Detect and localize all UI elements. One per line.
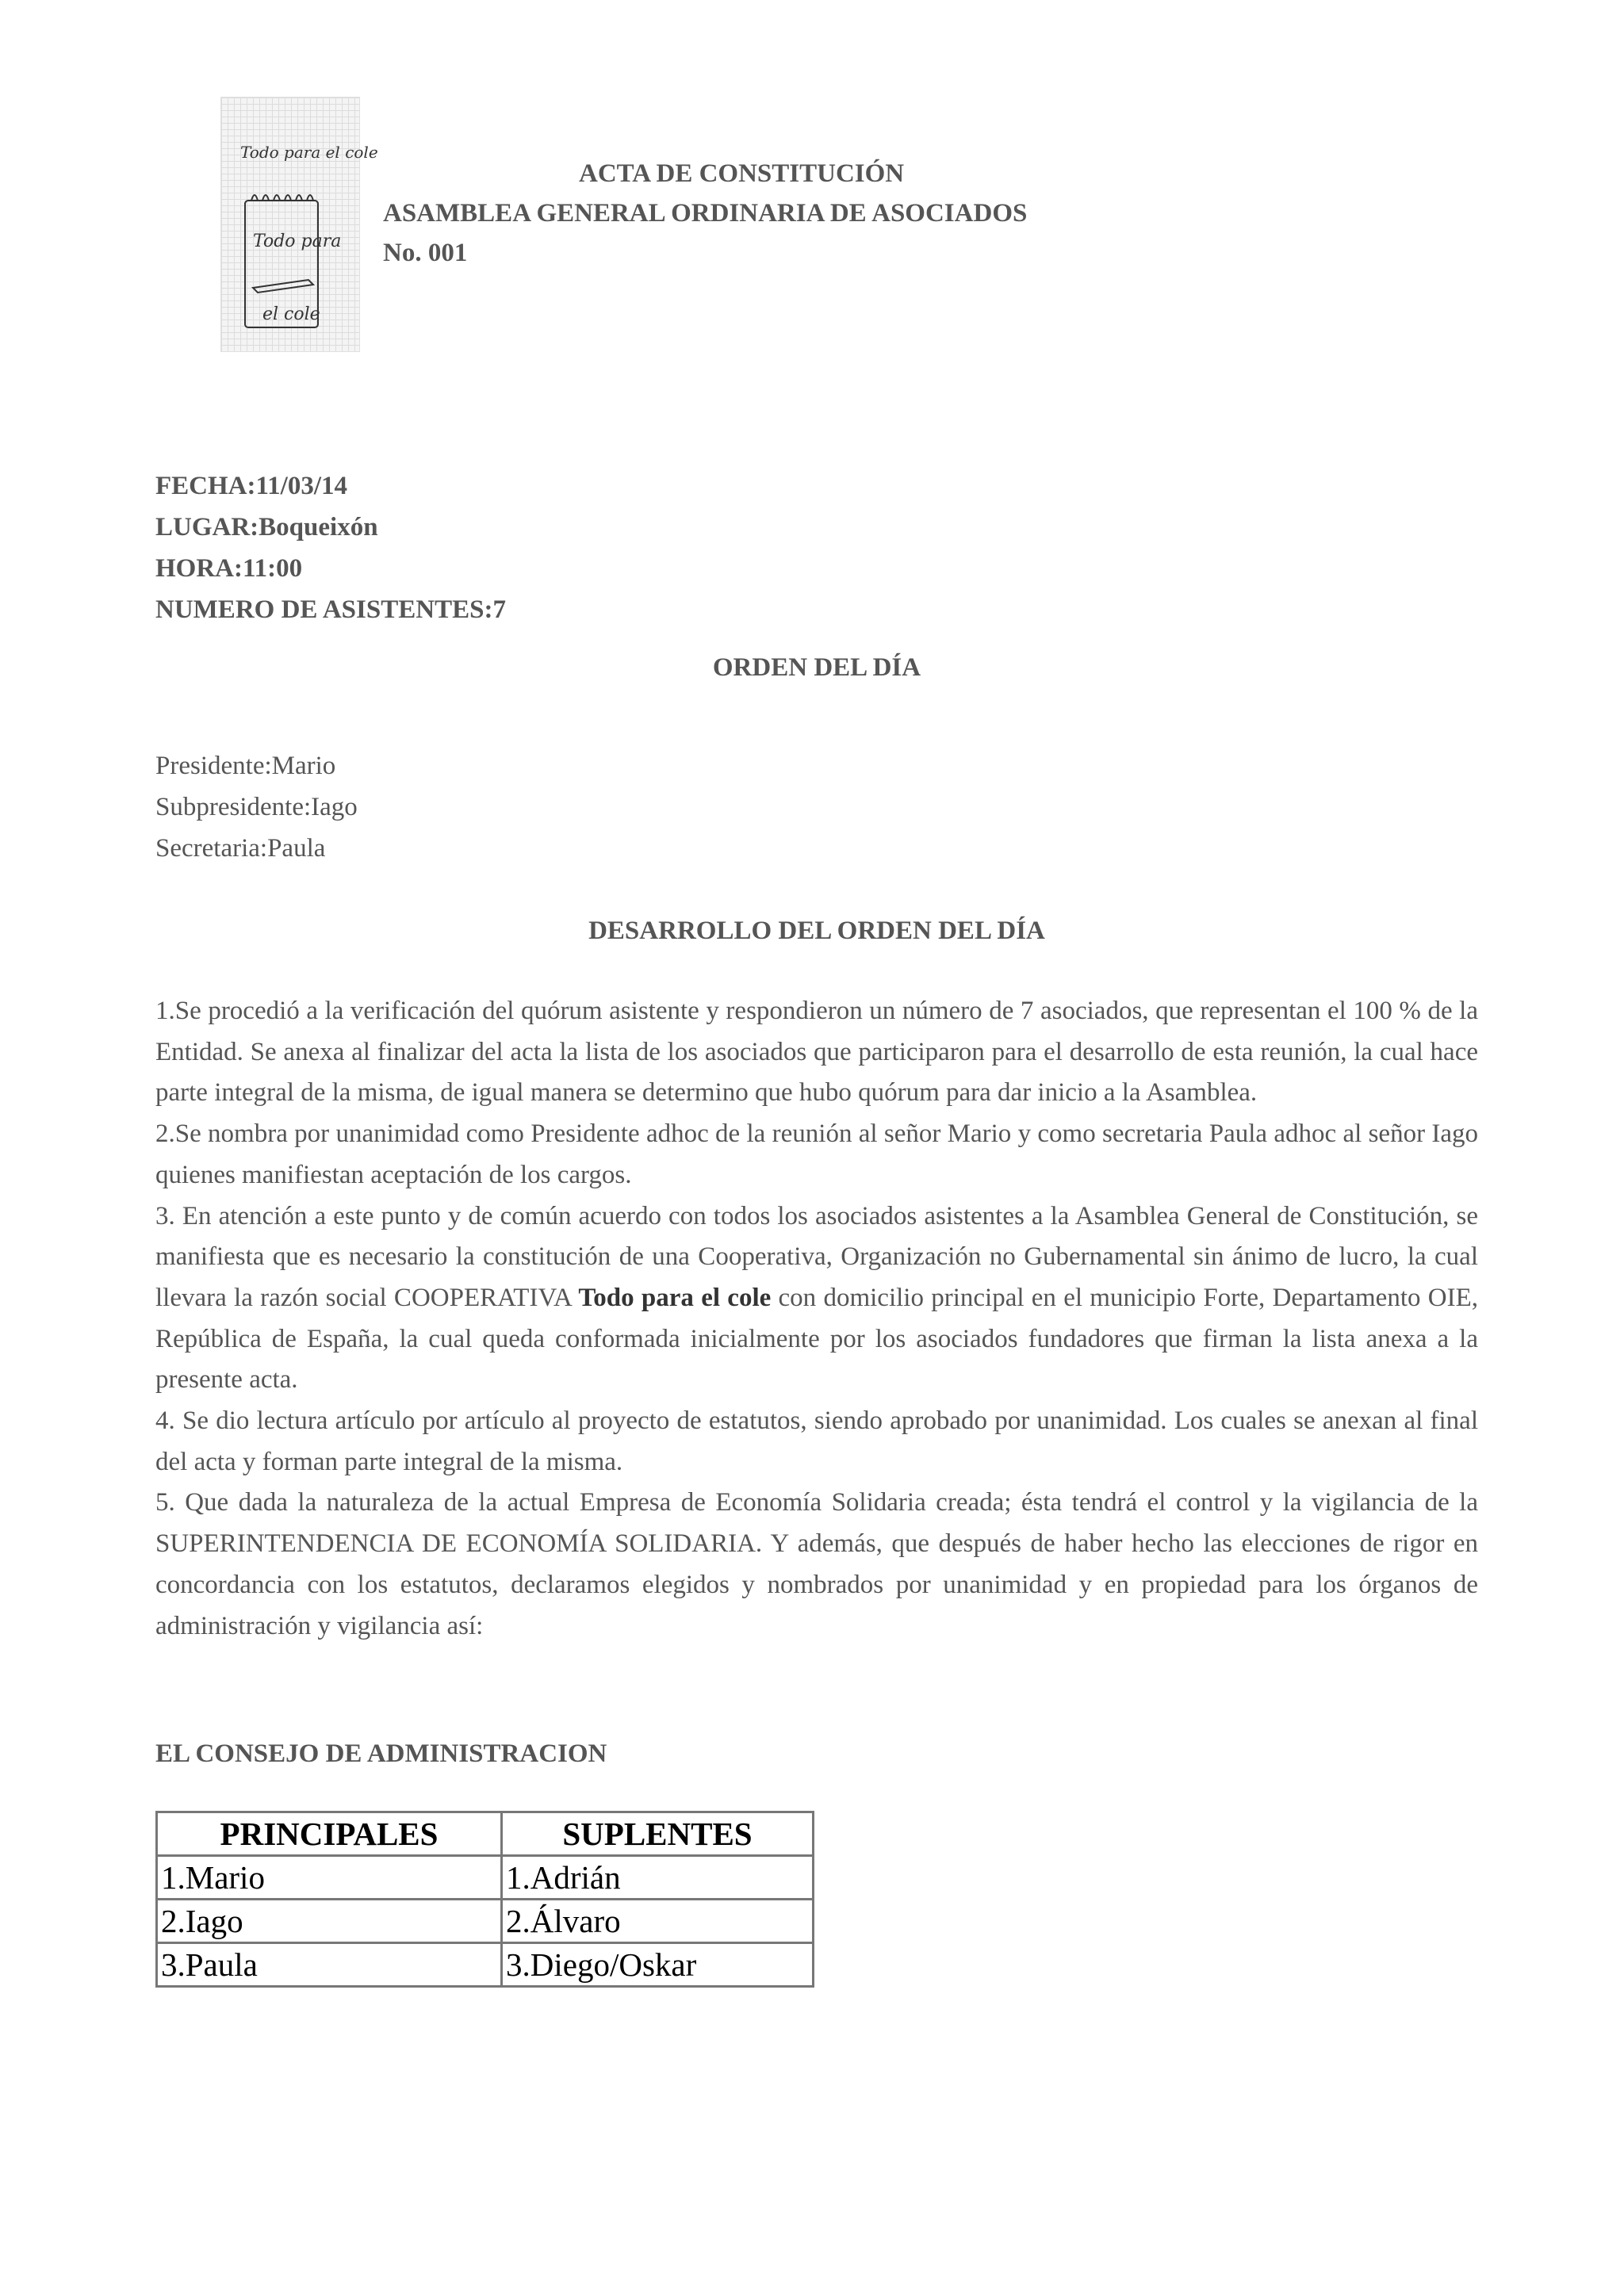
table-cell: 3.Diego/Oskar: [502, 1943, 814, 1987]
consejo-title: EL CONSEJO DE ADMINISTRACION: [155, 1739, 607, 1768]
document-subtitle: ASAMBLEA GENERAL ORDINARIA DE ASOCIADOS: [383, 199, 1028, 228]
cooperative-name: Todo para el cole: [578, 1283, 772, 1312]
table-cell: 2.Iago: [157, 1900, 502, 1943]
meta-fecha: FECHA:11/03/14: [155, 472, 348, 500]
notebook-logo: [220, 97, 378, 352]
orden-del-dia-title: ORDEN DEL DÍA: [712, 653, 921, 682]
paragraph-3-start: 3. En atención a este punto y de común acuerdo con todos los asociados asistentes a la Asamblea General de Constitución, se manifiesta que es necesario la constitución de una Cooperativa, Organización no Gubernamental sin ánimo de lucro, la cual llevara la razón social COOPERATIVA: [155, 1201, 1478, 1312]
table-row: [157, 1943, 814, 1987]
document-title: ACTA DE CONSTITUCIÓN: [579, 159, 905, 188]
paragraph-3: [155, 1196, 1478, 1402]
table-row: [157, 1900, 814, 1943]
officer-subpresidente: Subpresidente:Iago: [155, 793, 358, 821]
paragraph-4: 4. Se dio lectura artículo por artículo al proyecto de estatutos, siendo aprobado por unanimidad. Los cuales se anexan al final del acta y forman parte integral de la misma.: [155, 1406, 1478, 1476]
paragraph-2: 2.Se nombra por unanimidad como Presidente adhoc de la reunión al señor Mario y como secretaria Paula adhoc al señor Iago quienes manifiestan aceptación de los cargos.: [155, 1119, 1478, 1189]
meeting-meta: [155, 465, 506, 630]
logo-text-top: Todo para el cole: [240, 143, 378, 162]
paragraph-5: 5. Que dada la naturaleza de la actual Empresa de Economía Solidaria creada; ésta tendrá el control y la vigilancia de la SUPERINTENDENCIA DE ECONOMÍA SOLIDARIA. Y además, que después de haber hecho las elecciones de rigor en concordancia con los estatutos, declaramos elegidos y nombrados por unanimidad y en propiedad para los órganos de administración y vigilancia así:: [155, 1488, 1478, 1640]
paragraph-3-end: con domicilio principal en el municipio Forte, Departamento OIE, República de España, la cual queda conformada inicialmente por los asociados fundadores que firman la lista anexa a la presente acta.: [155, 1283, 1478, 1395]
paragraph-1: 1.Se procedió a la verificación del quórum asistente y respondieron un número de 7 asociados, que representan el 100 % de la Entidad. Se anexa al finalizar del acta la lista de los asociados que participaron para el desarrollo de esta reunión, la cual hace parte integral de la misma, de igual manera se determino que hubo quórum para dar inicio a la Asamblea.: [155, 997, 1478, 1108]
desarrollo-title: DESARROLLO DEL ORDEN DEL DÍA: [588, 916, 1045, 945]
council-table: [155, 1811, 814, 1988]
document-number: No. 001: [383, 239, 468, 267]
table-cell: 1.Mario: [157, 1856, 502, 1900]
document-header: [383, 154, 1255, 273]
table-cell: 1.Adrián: [502, 1856, 814, 1900]
officers-list: [155, 745, 358, 869]
table-header-row: [157, 1812, 814, 1856]
meta-asistentes: NUMERO DE ASISTENTES:7: [155, 595, 506, 624]
officer-presidente: Presidente:Mario: [155, 752, 336, 780]
meta-hora: HORA:11:00: [155, 554, 303, 583]
notebook-logo-drawing: [221, 98, 378, 351]
minutes-body: [155, 991, 1478, 1647]
logo-text-bottom: el cole: [262, 304, 320, 324]
table-cell: 2.Álvaro: [502, 1900, 814, 1943]
header-principales: PRINCIPALES: [157, 1812, 502, 1856]
header-suplentes: SUPLENTES: [502, 1812, 814, 1856]
table-row: [157, 1856, 814, 1900]
officer-secretaria: Secretaria:Paula: [155, 834, 326, 863]
meta-lugar: LUGAR:Boqueixón: [155, 513, 378, 541]
logo-text-mid: Todo para: [253, 232, 342, 251]
table-cell: 3.Paula: [157, 1943, 502, 1987]
